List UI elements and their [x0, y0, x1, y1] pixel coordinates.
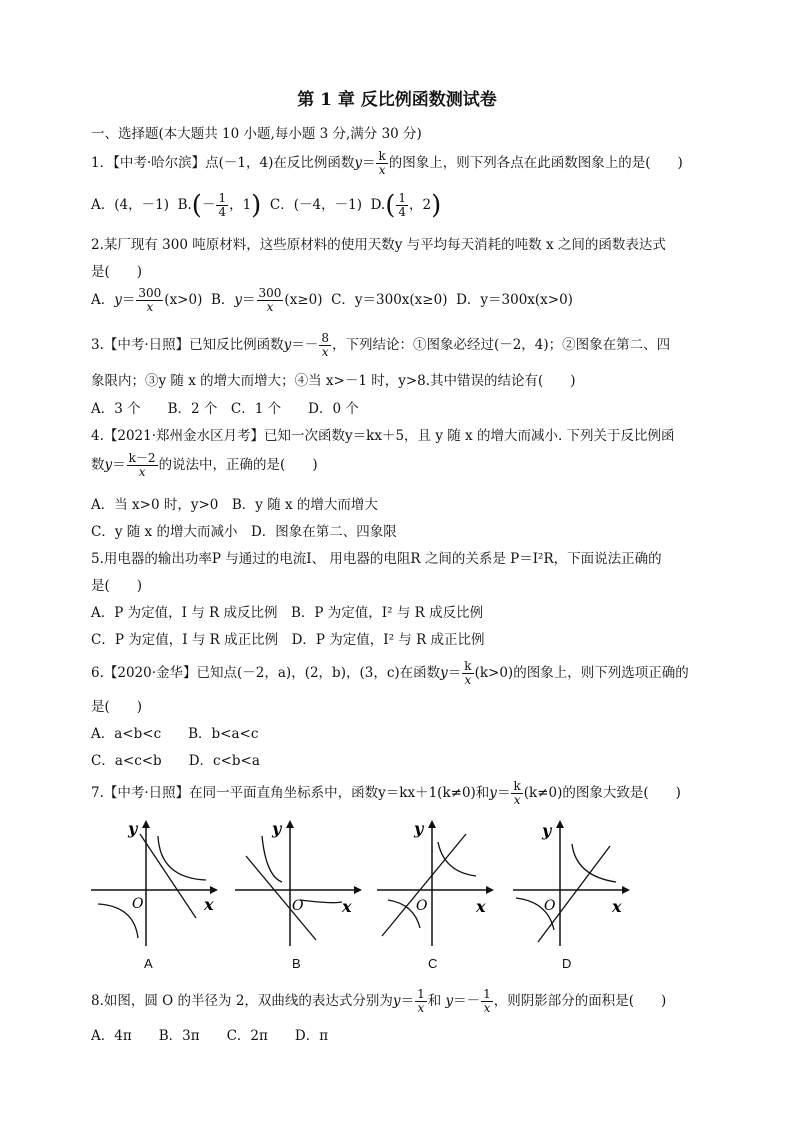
question-8-options: A．4π B．3π C．2π D．π [91, 1028, 329, 1044]
page-title: 第 1 章 反比例函数测试卷 [297, 90, 497, 110]
question-5: 5.用电器的输出功率P 与通过的电流I、 用电器的电阻R 之间的关系是 P＝I²R，下面说法正确的 [91, 551, 662, 567]
graph-label-c: C [428, 956, 438, 971]
question-4: 4.【2021·郑州金水区月考】已知一次函数y＝kx＋5，且 y 随 x 的增大而减小. 下列关于反比例函 [91, 428, 675, 444]
svg-text:O: O [416, 898, 428, 914]
question-5-options-cd: C．P 为定值，I 与 R 成正比例 D．P 为定值，I² 与 R 成正比例 [91, 632, 485, 648]
section-heading: 一、选择题(本大题共 10 小题,每小题 3 分,满分 30 分) [91, 126, 422, 142]
fraction: $\frac{k}{x}$ [378, 149, 386, 178]
question-6-options-cd: C．a<c<b D．c<b<a [91, 753, 260, 769]
option-a: A．(4，－1) [91, 197, 169, 214]
svg-text:O: O [544, 898, 556, 914]
graph-label-d: D [562, 956, 572, 971]
question-2-line2: 是( ) [91, 264, 143, 280]
option-c: C．(－4，－1) [269, 197, 362, 214]
graph-label-a: A [144, 956, 153, 971]
question-6: 6.【2020·金华】已知点(－2，a)，(2，b)，(3，c)在函数y＝ $\frac{k}{x}$ (k>0)的图象上，则下列选项正确的 [91, 659, 689, 688]
svg-text:x: x [476, 897, 486, 916]
option-d: D.( $\frac{1}{4}$ ，2) [370, 190, 442, 221]
question-4-line2: 数y＝ $\frac{k-2}{x}$ 的说法中，正确的是( ) [91, 451, 318, 480]
svg-text:y: y [128, 819, 138, 838]
question-6-options-ab: A．a<b<c B．b<a<c [91, 726, 259, 742]
question-3-options: A．3 个 B．2 个 C．1 个 D．0 个 [91, 401, 359, 417]
question-2-options: A．y＝ $\frac{300}{x}$ (x>0) B．y＝ $\frac{300}{x}$ (x≥0) C．y＝300x(x≥0) D．y＝300x(x>0) [91, 286, 573, 315]
question-5-options-ab: A．P 为定值，I 与 R 成反比例 B．P 为定值，I² 与 R 成反比例 [91, 605, 484, 621]
svg-text:y: y [414, 819, 424, 838]
option-b: B.(－ $\frac{1}{4}$ ，1) [177, 190, 262, 221]
svg-text:O: O [292, 898, 304, 914]
question-3-line2: 象限内；③y 随 x 的增大而增大；④当 x>－1 时，y>8.其中错误的结论有( ) [91, 373, 576, 389]
graph-d [510, 818, 640, 948]
graph-b [232, 818, 362, 948]
graph-label-b: B [292, 956, 301, 971]
question-3: 3.【中考·日照】已知反比例函数y＝－ $\frac{8}{x}$ ，下列结论：①图象必经过(－2，4)；②图象在第二、四 [91, 331, 671, 360]
question-2: 2.某厂现有 300 吨原材料，这些原材料的使用天数y 与平均每天消耗的吨数 x 之间的函数表达式 [91, 237, 666, 253]
svg-text:y: y [542, 821, 552, 840]
svg-text:x: x [342, 897, 352, 916]
svg-text:x: x [204, 895, 214, 914]
question-8: 8.如图，圆 O 的半径为 2，双曲线的表达式分别为y＝ $\frac{1}{x}$ 和 y＝－ $\frac{1}{x}$ ，则阴影部分的面积是( ) [91, 987, 667, 1016]
svg-text:O: O [132, 896, 144, 912]
graph-a [88, 818, 218, 948]
graph-c [374, 818, 504, 948]
question-5-line2: 是( ) [91, 578, 143, 594]
question-6-line2: 是( ) [91, 699, 143, 715]
svg-text:x: x [612, 897, 622, 916]
question-7: 7.【中考·日照】在同一平面直角坐标系中，函数y＝kx＋1(k≠0)和y＝ $\frac{k}{x}$ (k≠0)的图象大致是( ) [91, 779, 681, 808]
question-4-options-cd: C．y 随 x 的增大而减小 D．图象在第二、四象限 [91, 524, 397, 540]
svg-text:y: y [272, 819, 282, 838]
question-1: 1．【中考·哈尔滨】点(－1，4)在反比例函数y＝ $\frac{k}{x}$ 的图象上，则下列各点在此函数图象上的是( ) [91, 149, 683, 178]
question-1-options [91, 192, 441, 219]
question-4-options-ab: A．当 x>0 时，y>0 B．y 随 x 的增大而增大 [91, 497, 378, 513]
